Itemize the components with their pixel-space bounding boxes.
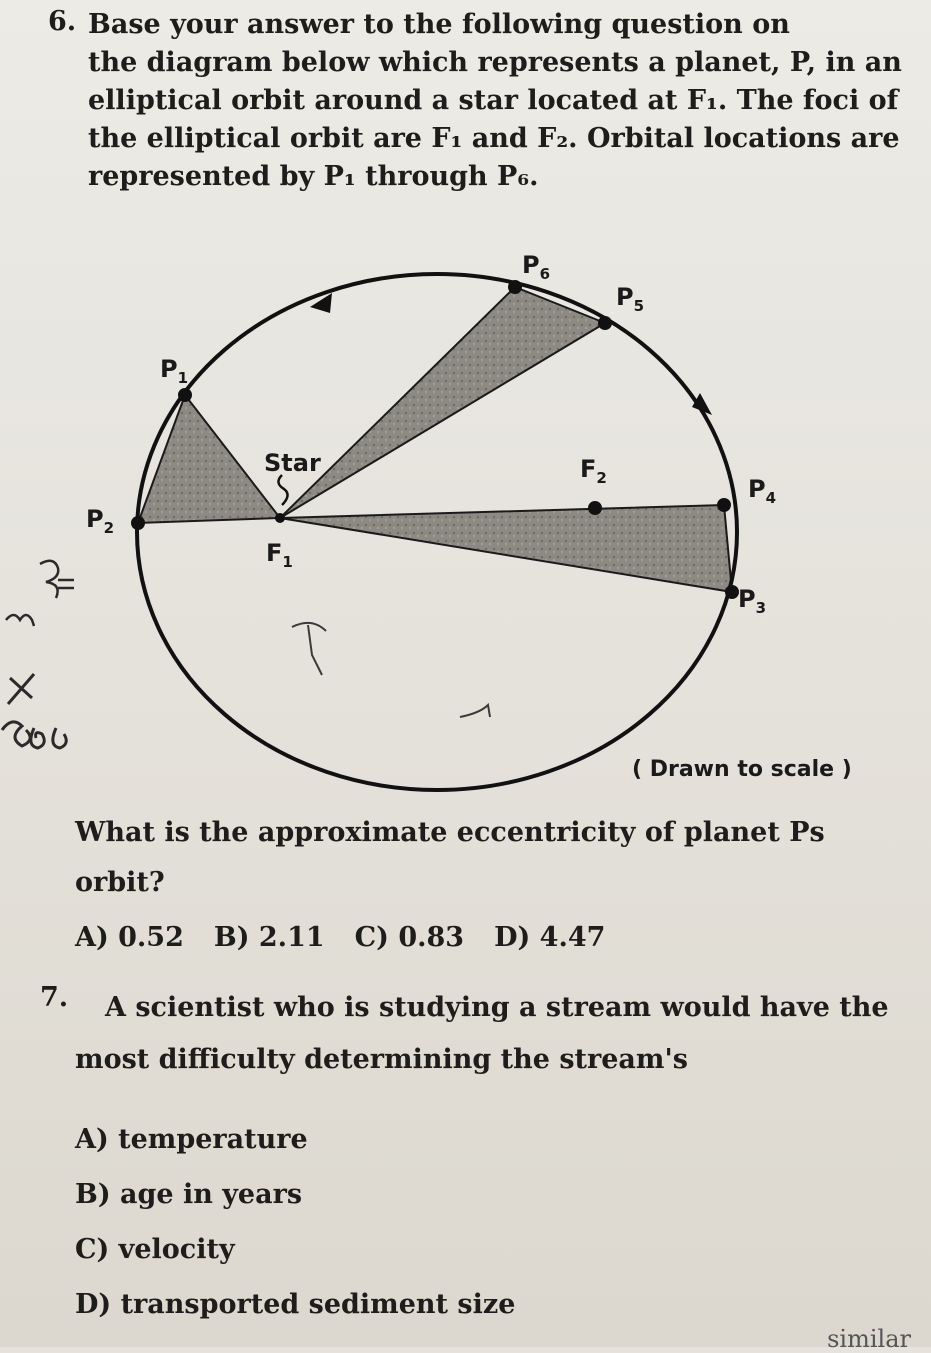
question-6-line-1: Base your answer to the following question on — [88, 9, 790, 40]
star-pointer — [278, 475, 287, 505]
planet-p1-dot — [178, 388, 192, 402]
drawn-to-scale-caption: ( Drawn to scale ) — [632, 757, 852, 782]
question-7-line-2: most difficulty determining the stream's — [75, 1044, 688, 1075]
q7-option-b[interactable]: B) age in years — [75, 1179, 303, 1210]
label-f2: $F_2$ — [580, 455, 607, 487]
question-6-line-4: the elliptical orbit are F₁ and F₂. Orbital locations are — [88, 123, 900, 154]
question-7-stem — [75, 982, 925, 1086]
label-p3: $P_3$ — [738, 585, 767, 617]
label-p4: $P_4$ — [748, 475, 777, 507]
orbit-diagram — [60, 235, 900, 795]
question-6-line-3: elliptical orbit around a star located at F₁. The foci of — [88, 85, 899, 116]
q7-option-c[interactable]: C) velocity — [75, 1234, 235, 1265]
question-6-line-5: represented by P₁ through P₆. — [88, 161, 539, 192]
pencil-mark — [292, 623, 326, 675]
question-7-line-1: A scientist who is studying a stream would have the — [105, 992, 889, 1023]
label-f1: $F_1$ — [266, 539, 293, 571]
shaded-sector-p5-p6 — [280, 287, 605, 518]
question-6-stem — [88, 6, 902, 196]
question-6-number: 6. — [48, 6, 77, 37]
planet-p6-dot — [508, 280, 522, 294]
focus-f2-dot — [588, 501, 602, 515]
planet-p4-dot — [717, 498, 731, 512]
bleed-through-text: similar — [827, 1325, 911, 1353]
label-p2: $P_2$ — [86, 505, 115, 537]
label-p5: $P_5$ — [616, 283, 645, 315]
question-6-prompt: What is the approximate eccentricity of planet Ps orbit? — [75, 817, 825, 898]
choice-d[interactable]: D) 4.47 — [494, 922, 606, 953]
question-7-options — [75, 1112, 515, 1332]
question-7-number: 7. — [40, 982, 69, 1013]
planet-p3-dot — [725, 585, 739, 599]
orbit-diagram-svg — [60, 235, 900, 795]
planet-p5-dot — [598, 316, 612, 330]
choice-c[interactable]: C) 0.83 — [354, 922, 465, 953]
planet-p2-dot — [131, 516, 145, 530]
label-star: Star — [264, 449, 321, 477]
choice-a[interactable]: A) 0.52 — [75, 922, 184, 953]
label-p6: $P_6$ — [522, 251, 551, 283]
question-6-line-2: the diagram below which represents a planet, P, in an — [88, 47, 902, 78]
shaded-sector-p3-p4 — [280, 505, 732, 592]
choice-b[interactable]: B) 2.11 — [213, 922, 325, 953]
q7-option-d[interactable]: D) transported sediment size — [75, 1289, 516, 1320]
star-f1-dot — [275, 513, 285, 523]
q7-option-a[interactable]: A) temperature — [75, 1124, 308, 1155]
label-p1: $P_1$ — [160, 355, 189, 387]
shaded-sector-p1-p2 — [138, 395, 280, 523]
question-6-choices — [75, 922, 605, 953]
pencil-mark-2 — [460, 705, 490, 717]
